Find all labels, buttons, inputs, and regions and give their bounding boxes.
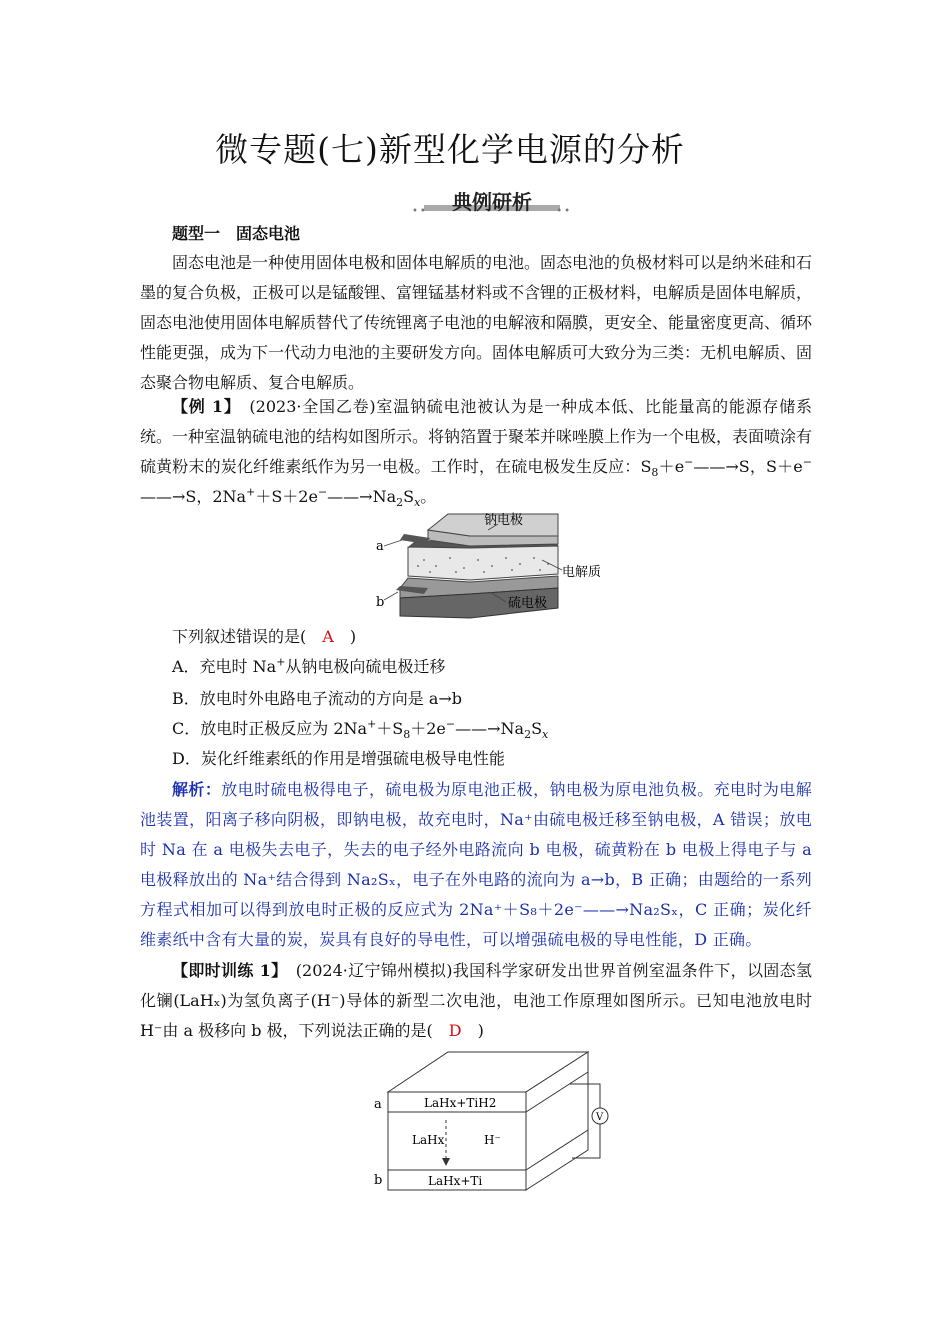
label-a: a xyxy=(376,539,384,554)
ion-label: H⁻ xyxy=(484,1133,501,1147)
section-heading: 题型一 固态电池 xyxy=(172,224,301,243)
training1-paragraph: 【即时训练 1】 (2024·辽宁锦州模拟)我国科学家研发出世界首例室温条件下，以固态氢化镧(LaHₓ)为氢负离子(H⁻)导体的新型二次电池，电池工作原理如图所示。已知电池放电时 H⁻由 a 极移向 b 极，下列说法正确的是( D ) xyxy=(140,961,812,1040)
top-layer-label: LaHx+TiH2 xyxy=(424,1096,497,1110)
section-banner xyxy=(412,186,572,217)
option-b: B．放电时外电路电子流动的方向是 a→b xyxy=(172,689,463,708)
sodium-sulfur-battery-figure xyxy=(372,508,612,620)
intro-paragraph: 固态电池是一种使用固体电极和固体电解质的电池。固态电池的负极材料可以是纳米硅和石墨的复合负极，正极可以是锰酸锂、富锂锰基材料或不含锂的正极材料，电解质是固体电解质，固态电池使用固体电解质替代了传统锂离子电池的电解液和隔膜，更安全、能量密度更高、循环性能更强，成为下一代动力电池的主要研发方向。固体电解质可大致分为三类：无机电解质、固态聚合物电解质、复合电解质。 xyxy=(140,253,813,392)
label-a2: a xyxy=(374,1097,382,1112)
option-a: A．充电时 Na+从钠电极向硫电极迁移 xyxy=(172,655,446,676)
label-sulfur-electrode: 硫电极 xyxy=(508,596,548,611)
example1-tag: 【例 1】 xyxy=(172,397,233,416)
analysis-label: 解析： xyxy=(172,780,222,799)
middle-layer-label: LaHx xyxy=(412,1133,445,1147)
banner-dots-right: •• xyxy=(556,206,572,217)
lahx-battery-figure xyxy=(370,1046,620,1196)
example1-question: 下列叙述错误的是( A ) xyxy=(172,627,357,646)
training1-text: (2024·辽宁锦州模拟)我国科学家研发出世界首例室温条件下，以固态氢化镧(LaHₓ)为氢负离子(H⁻)导体的新型二次电池，电池工作原理如图所示。已知电池放电时 H⁻由 a 极移向 b 极，下列说法正确的是( xyxy=(140,961,812,1040)
leader-a xyxy=(384,540,402,546)
electrolyte-layer xyxy=(408,546,558,580)
page-title: 微专题(七)新型化学电源的分析 xyxy=(215,130,685,169)
example1-paragraph xyxy=(140,392,812,512)
analysis-text: 放电时硫电极得电子，硫电极为原电池正极，钠电极为原电池负极。充电时为电解池装置，阳离子移向阴极，即钠电极，故充电时，Na⁺由硫电极迁移至钠电极，A 错误；放电时 Na 在 a 电极失去电子，失去的电子经外电路流向 b 电极，硫黄粉在 b 电极上得电子与 a 电极释放出的 Na⁺结合得到 Na₂Sₓ，电子在外电路的流向为 a→b，B 正确；由题给的一系列方程式相加可以得到放电时正极的反应式为 2Na⁺＋S₈＋2e⁻——→Na₂Sₓ，C 正确；炭化纤维素纸中含有大量的炭，炭具有良好的导电性，可以增强硫电极的导电性能，D 正确。 xyxy=(140,780,812,949)
example1-equations: $S_8+e^-——\to S$，S＋e−——→S，$2Na^++S+2e^-——\to Na_2S_x$。 xyxy=(140,455,812,510)
label-electrolyte: 电解质 xyxy=(562,565,602,580)
label-sodium-electrode: 钠电极 xyxy=(484,513,524,528)
example1-analysis xyxy=(140,775,812,955)
training1-answer: D xyxy=(448,1021,462,1040)
voltmeter-label: V xyxy=(596,1112,604,1123)
training1-tag: 【即时训练 1】 xyxy=(172,961,280,980)
option-d: D．炭化纤维素纸的作用是增强硫电极导电性能 xyxy=(172,749,505,768)
option-c: C．放电时正极反应为 $2Na^++S_8+2e^-——\to Na_2S_x$ xyxy=(172,717,549,742)
label-b2: b xyxy=(374,1173,383,1188)
banner-dots-left: •• xyxy=(412,206,428,217)
leader-b xyxy=(384,592,398,600)
bottom-layer-label: LaHx+Ti xyxy=(428,1174,483,1188)
label-b: b xyxy=(376,595,385,610)
example1-text: (2023·全国乙卷)室温钠硫电池被认为是一种成本低、比能量高的能源存储系统。一种室温钠硫电池的结构如图所示。将钠箔置于聚苯并咪唑膜上作为一个电极，表面喷涂有硫黄粉末的炭化纤维素纸作为另一电极。工作时，在硫电极发生反应： xyxy=(140,397,813,476)
banner-label: 典例研析 xyxy=(452,190,532,214)
example1-answer: A xyxy=(322,627,334,646)
